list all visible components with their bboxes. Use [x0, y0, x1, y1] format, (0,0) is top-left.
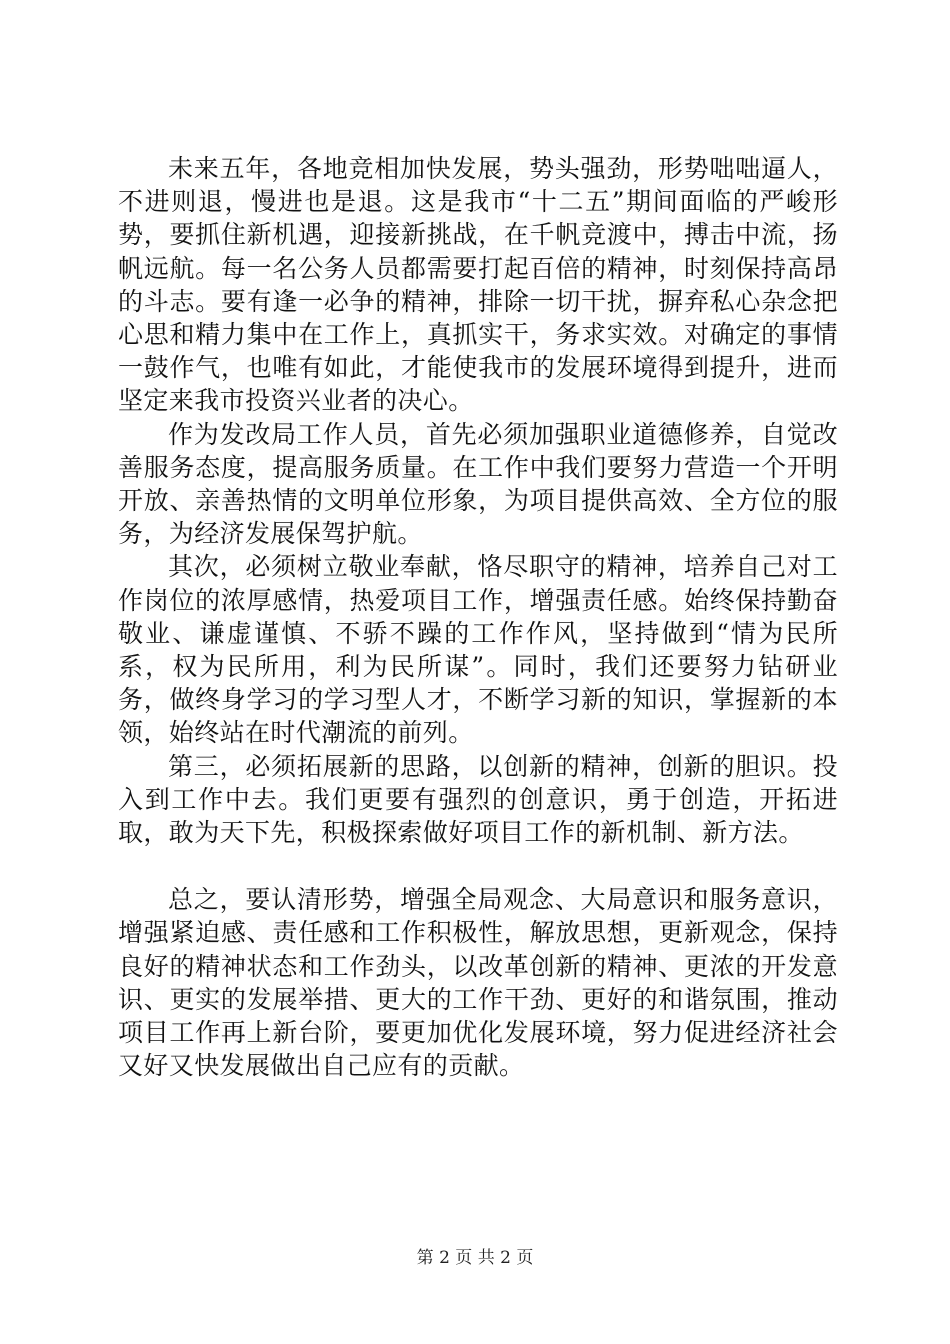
paragraph-5: 总之，要认清形势，增强全局观念、大局意识和服务意识，增强紧迫感、责任感和工作积极性，解放思想，更新观念，保持良好的精神状态和工作劲头，以改革创新的精神、更浓的开发意识、更实的发展举措、更大的工作干劲、更好的和谐氛围，推动项目工作再上新台阶，要更加优化发展环境，努力促进经济社会又好又快发展做出自己应有的贡献。 [118, 885, 838, 1081]
page-footer: 第 2 页 共 2 页 [416, 1248, 534, 1268]
paragraph-3: 其次，必须树立敬业奉献，恪尽职守的精神，培养自己对工作岗位的浓厚感情，热爱项目工作，增强责任感。始终保持勤奋敬业、谦虚谨慎、不骄不躁的工作作风，坚持做到“情为民所系，权为民所用，利为民所谋”。同时，我们还要努力钻研业务，做终身学习的学习型人才，不断学习新的知识，掌握新的本领，始终站在时代潮流的前列。 [118, 552, 838, 748]
paragraph-spacer [118, 849, 838, 883]
paragraph-2: 作为发改局工作人员，首先必须加强职业道德修养，自觉改善服务态度，提高服务质量。在工作中我们要努力营造一个开明开放、亲善热情的文明单位形象，为项目提供高效、全方位的服务，为经济发展保驾护航。 [118, 419, 838, 549]
paragraph-4: 第三，必须拓展新的思路，以创新的精神，创新的胆识。投入到工作中去。我们更要有强烈的创意识，勇于创造，开拓进取，敢为天下先，积极探索做好项目工作的新机制、新方法。 [118, 751, 838, 848]
paragraph-1: 未来五年，各地竞相加快发展，势头强劲，形势咄咄逼人，不进则退，慢进也是退。这是我市“十二五”期间面临的严峻形势，要抓住新机遇，迎接新挑战，在千帆竞渡中，搏击中流，扬帆远航。每一名公务人员都需要打起百倍的精神，时刻保持高昂的斗志。要有逢一必争的精神，排除一切干扰，摒弃私心杂念把心思和精力集中在工作上，真抓实干，务求实效。对确定的事情一鼓作气，也唯有如此，才能使我市的发展环境得到提升，进而坚定来我市投资兴业者的决心。 [118, 154, 838, 416]
document-body [118, 152, 838, 1082]
